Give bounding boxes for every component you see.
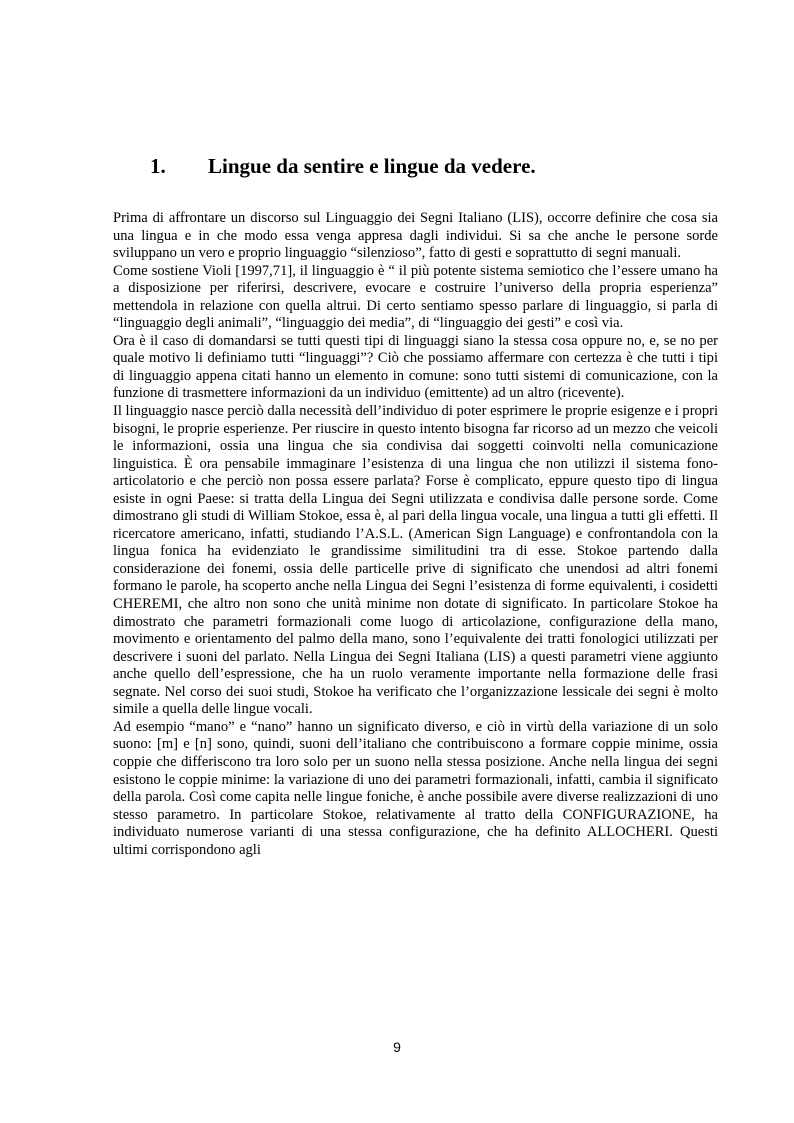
paragraph: Ora è il caso di domandarsi se tutti questi tipi di linguaggi siano la stessa cosa oppure no, e, se no per quale motivo li definiamo tutti “linguaggi”? Ciò che possiamo affermare con certezza è che tutti i tipi di linguaggio appena citati hanno un elemento in comune: sono tutti sistemi di comunicazione, con la funzione di trasmettere informazioni da un individuo (emittente) ad un altro (ricevente). — [113, 332, 718, 402]
section-number: 1. — [150, 154, 166, 178]
paragraph: Il linguaggio nasce perciò dalla necessità dell’individuo di poter esprimere le proprie esigenze e i propri bisogni, le proprie esperienze. Per riuscire in questo intento bisogna far ricorso ad un mezzo che veicoli le informazioni, ossia una lingua che sia condivisa dai soggetti coinvolti nella comunicazione linguistica. È ora pensabile immaginare l’esistenza di una lingua che non utilizzi il sistema fono-articolatorio e che perciò non possa essere parlata? Forse è complicato, eppure questo tipo di lingua esiste in ogni Paese: si tratta della Lingua dei Segni utilizzata e condivisa dalle persone sorde. Come dimostrano gli studi di William Stokoe, essa è, al pari della lingua vocale, una lingua a tutti gli effetti. Il ricercatore americano, infatti, studiando l’A.S.L. (American Sign Language) e confrontandola con la lingua fonica ha evidenziato le grandissime similitudini tra di esse. Stokoe partendo dalla considerazione dei fonemi, ossia delle particelle prive di significato che unendosi ad altri fonemi formano le parole, ha scoperto anche nella Lingua dei Segni l’esistenza di forme equivalenti, i cosidetti CHEREMI, che altro non sono che unità minime non dotate di significato. In particolare Stokoe ha dimostrato che parametri formazionali come luogo di articolazione, configurazione della mano, movimento e orientamento del palmo della mano, sono l’equivalente dei tratti fonologici utilizzati per descrivere i suoni del parlato. Nella Lingua dei Segni Italiana (LIS) a questi parametri viene aggiunto anche quello dell’espressione, che ha un ruolo veramente importante nella formazione delle frasi segnate. Nel corso dei suoi studi, Stokoe ha verificato che l’organizzazione lessicale dei segni è molto simile a quella delle lingue vocali. — [113, 403, 718, 718]
page-number: 9 — [393, 1039, 401, 1055]
section-heading — [150, 152, 536, 180]
paragraph: Ad esempio “mano” e “nano” hanno un significato diverso, e ciò in virtù della variazione di un solo suono: [m] e [n] sono, quindi, suoni dell’italiano che contribuiscono a formare coppie minime, ossia coppie che differiscono tra loro solo per un suono nella stessa posizione. Anche nella lingua dei segni esistono le coppie minime: la variazione di uno dei parametri formazionali, infatti, cambia il significato della parola. Così come capita nelle lingue foniche, è anche possibile avere diverse realizzazioni di uno stesso parametro. In particolare Stokoe, relativamente al tratto della CONFIGURAZIONE, ha individuato numerose varianti di una stessa configurazione, che ha definito ALLOCHERI. Questi ultimi corrispondono agli — [113, 718, 718, 858]
paragraph: Prima di affrontare un discorso sul Linguaggio dei Segni Italiano (LIS), occorre definire che cosa sia una lingua e in che modo essa venga appresa dagli individui. Si sa che anche le persone sorde sviluppano un vero e proprio linguaggio “silenzioso”, fatto di gesti e soprattutto di segni manuali. — [113, 210, 718, 262]
body-text — [113, 210, 718, 859]
section-title: Lingue da sentire e lingue da vedere. — [208, 154, 536, 178]
paragraph: Come sostiene Violi [1997,71], il linguaggio è “ il più potente sistema semiotico che l’essere umano ha a disposizione per riferirsi, descrivere, evocare e costruire l’universo della propria esperienza” mettendola in relazione con quella altrui. Di certo sentiamo spesso parlare di linguaggio, si parla di “linguaggio degli animali”, “linguaggio dei media”, di “linguaggio dei gesti” e così via. — [113, 262, 718, 332]
